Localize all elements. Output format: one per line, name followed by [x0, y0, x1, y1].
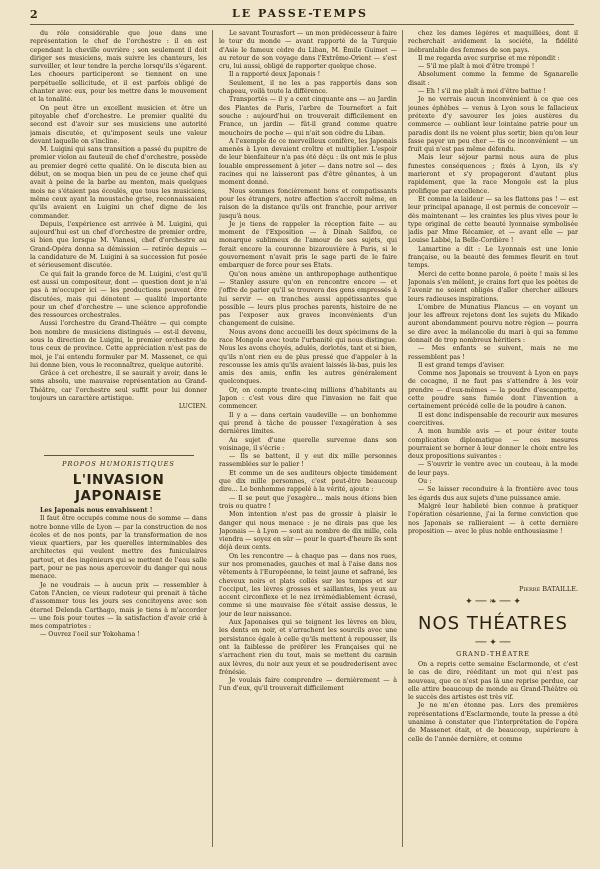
paragraph: — Ouvrez l'oeil sur Yokohama !	[40, 631, 140, 639]
paragraph: Lamartine a dit : Le Lyonnais est une lonie française, ou la beauté des femmes fleurit en tout temps.	[408, 245, 578, 270]
paragraph: — S'ouvrir le ventre avec un couteau, à la mode de leur pays.	[408, 461, 578, 477]
theatres-body	[408, 661, 578, 831]
section-rule	[44, 455, 194, 456]
paragraph: — Mes enfants se suivent, mais ne me ressemblent pas !	[408, 345, 578, 361]
paragraph: Il y a — dans certain vaudeville — un bonhomme qui prend à tâche de pousser l'exagération à ses dernières limites.	[219, 411, 397, 436]
column-2	[219, 30, 397, 860]
paragraph: — Ils se battent, il y eut dix mille personnes rassemblées sur le palier !	[219, 453, 397, 469]
paragraph: Je voulais faire comprendre — dernièrement — à l'un d'eux, qu'il trouverait difficilement	[219, 677, 397, 693]
masthead: LE PASSE-TEMPS	[232, 7, 368, 20]
paragraph: M. Luigini qui sans transition a passé du pupitre de premier violon au fauteuil de chef d'orchestre, possède au premier degré cette qualité. On le discuta bien au début, on se moqua bien un peu de ce jeune chef qui avait à peine de la barbe au menton, mais quelques mois ne s'étaient pas écoulés, que tous les musiciens, même ceux ayant la moustache grise, reconnaissaient qu'ils avaient en Luigini un chef digne de les commander.	[30, 146, 207, 220]
column-divider	[402, 30, 403, 847]
article-headline: L'INVASION JAPONAISE	[72, 472, 165, 504]
paragraph: Ou :	[418, 478, 432, 486]
article-body	[30, 507, 207, 867]
paragraph: Malgré leur habileté bien connue à pratiquer l'opération césarienne, j'ai la ferme conviction que nos Japonais se rallieraient — à cette dernière proposition — avec le plus noble enthousiasme !	[408, 502, 578, 535]
paragraph: — S'il me plaît à moi d'être trompé !	[418, 63, 535, 71]
paragraph: Je ne m'en étonne pas. Lors des premières représentations d'Esclarmonde, toute la presse a été unanime à constater que l'interprétation de l'opéra de Massenet était, et de beaucoup, supérieure à celle de l'année dernière, et comme	[408, 702, 578, 743]
section-title: NOS THÉATRES	[418, 613, 568, 634]
paragraph: chez les dames légères et maquillées, dont il recherchait avidement la société, la fidélité inébranlable des femmes de son pays.	[408, 30, 578, 54]
ornament-flourish: ✦ ── ❧ ── ✦	[465, 597, 521, 607]
paragraph: Nous sommes foncièrement bons et compatissants pour les étrangers, notre affection s'accroît même, en raison de la distance qu'ils ont franchie, pour arriver jusqu'à nous.	[219, 187, 397, 220]
paragraph: L'ombre de Munatius Plancus — en voyant un jour les affreux rejetons dont les sujets du Mikado auront abondamment pourvu notre région — pourra se dire avec la mélancolie du mari à qui sa femme donnait de trop nombreux héritiers :	[408, 303, 578, 344]
paragraph: — Eh ! s'il me plaît à moi d'être battue !	[418, 88, 546, 96]
theatres-section	[408, 585, 578, 831]
paragraph: Mais leur séjour parmi nous aura de plus funestes conséquences ; fixés à Lyon, ils s'y marieront et s'y propageront d'autant plus rapidement, que la race Mongole est la plus prolifique par excellence.	[408, 154, 578, 195]
header-rule	[30, 24, 574, 25]
paragraph: Depuis, l'expérience est arrivée à M. Luigini, qui aujourd'hui est un chef d'orchestre de premier ordre, si bien que lorsque M. Vianesi, chef d'orchestre au Grand-Opéra donna sa démission — retirée depuis — la candidature de M. Luigini à sa succession fut posée et sérieusement discutée.	[30, 220, 207, 270]
page-number: 2	[30, 8, 38, 21]
article-section	[30, 452, 207, 867]
paragraph: Au sujet d'une querelle survenue dans son voisinage, il s'écrie :	[219, 436, 397, 452]
paragraph: Aussi l'orchestre du Grand-Théâtre — qui compte bon nombre de musiciens distingués — est-il devenu, sous la direction de Luigini, le premier orchestre de tous ceux de province. Cette appréciation n'est pas de moi, je l'ai entendu formuler par M. Massenet, ce qui lui donne bien, vous le reconnaîtrez, quelque autorité.	[30, 320, 207, 369]
section-kicker: PROPOS HUMORISTIQUES	[62, 460, 175, 468]
paragraph: Merci de cette bonne parole, ô poète ! mais si les Japonais s'en mêlent, je crains fort que les poètes de l'avenir ne soient obligés d'aller chercher ailleurs leurs radieuses inspirations.	[408, 270, 578, 303]
paragraph: Il a rapporté deux Japonais !	[229, 71, 321, 79]
paragraph: Il est donc indispensable de recourir aux mesures coercitives.	[408, 411, 578, 427]
paragraph: Ce qui fait la grande force de M. Luigini, c'est qu'il est aussi un compositeur, dont — question dont je n'ai pas à m'occuper ici — les productions peuvent être discutées, mais qui dénotent — qualité importante pour un chef d'orchestre — une science approfondie des ressources orchestrales.	[30, 270, 207, 320]
paragraph: Grâce à cet orchestre, il se saurait y avoir, dans le sens absolu, une mauvaise représentation au Grand-Théâtre, car l'orchestre seul suffit pour lui donner toujours un caractère artistique.	[30, 370, 207, 403]
paragraph: A l'exemple de ce merveilleux conifère, les Japonais amenés à Lyon devaient croître et multiplier. L'espoir de leur bienfaiteur n'a pas été déçu : ils ont mis le plus louable empressement à jeter — dans notre sol — des racines qui ne laisseront pas d'être gênantes, à un moment donné.	[219, 137, 397, 187]
paragraph: Il faut être occupés comme nous de somme — dans notre bonne ville de Lyon — par la construction de nos écoles et de nos ponts, par la transformation de nos vieux quartiers, par les querelles interminables des architectes qui veulent mettre des funiculaires partout, et des ingénieurs qui se mettent de l'eau salle part, pour ne pas nous apercevoir du danger qui nous menace.	[30, 515, 207, 581]
paragraph: Je je tiens de rappeler la réception faite — au moment de l'Exposition — à Dinah Salifou, ce monarque sublimeux de l'amour de ses sujets, qui ferait encore la couronne bizarouvière à Paris, si le gouvernement n'avait pris le sage parti de le faire embarquer de force pour ses États.	[219, 220, 397, 270]
signature: LUCIEN.	[178, 403, 207, 411]
column-divider	[212, 30, 213, 847]
paragraph: Il me regarda avec surprise et me répondit :	[418, 54, 560, 62]
section-subtitle: GRAND-THÉATRE	[456, 650, 530, 658]
paragraph: Comme nos Japonais se trouvent à Lyon en pays de cocagne, il ne faut pas s'attendre à les voir prendre — d'eux-mêmes — la poudre d'escampette, cette poudre sans fumée dont l'invention a certainement précédé celle de la poudre à canon.	[408, 370, 578, 411]
paragraph: Le savant Tourasfort — un mon prédécesseur à faire le tour du monde — avant rapporté de la Turquie d'Asie le fameux cèdre du Liban, M. Émile Guimet — au retour de son voyage dans l'Extrême-Orient — s'est cru, lui aussi, obligé de rapporter quelque chose.	[219, 30, 397, 71]
paragraph: — Il se peut que j'exagère... mais nous étions bien trois ou quatre !	[219, 494, 397, 510]
ornament-flourish: ── ✦ ──	[475, 638, 511, 648]
paragraph: Et comme un de ses auditeurs objecte timidement que dix mille personnes, c'est peut-être beaucoup dire... Le bonhomme rappelé à la vérité, ajoute :	[219, 469, 397, 494]
paragraph: On a repris cette semaine Esclarmonde, et c'est le cas de dire, rééditant un mot qui n'est pas nouveau, que ce n'est pas là une reprise perdue, car elle attire beaucoup de monde au Grand-Théâtre où le succès des artistes est très vif.	[408, 661, 578, 702]
paragraph: A mon humble avis — et pour éviter toute complication diplomatique — ces mesures pourraient se borner à leur donner le choix entre les deux propositions suivantes :	[408, 428, 578, 461]
paragraph: Nous avons donc accueilli les deux spécimens de la race Mongole avec toute l'urbanité qui nous distingue. Nous les avons choyés, adulés, dorlotés, tant et si bien, qu'ils n'ont rien eu de plus pressé que d'appeler à la rescousse les amis qu'ils avaient laissés là-bas, puis les amis des amis, enfin les autres généralement quelconques.	[219, 328, 397, 386]
paragraph: Et comme la laideur — sa les flattons pas ! — est leur principal apanage, il est permis de concevoir — dès maintenant — les craintes les plus vives pour le type original de cette beauté lyonnaise symbolisée jadis par Mme Récamier, et — avant elle — par Louise Labbé, la Belle-Cordière !	[408, 195, 578, 245]
paragraph: Je ne verrais aucun inconvénient à ce que ces jeunes éphèbes — venus à Lyon sous le fallacieux prétexte d'y savourer les joies austères du commerce — oubliant leur lointaine patrie pour un paradis dont ils ne voient plus sortir, bien qu'on leur fasse payer un peu cher — tis ce inconvénient — un fruit qui n'est pas même défendu.	[408, 96, 578, 154]
column-1	[30, 30, 207, 448]
paragraph: Absolument comme la femme de Sganarelle disait :	[408, 71, 578, 87]
paragraph: Les Japonais nous envahissent !	[40, 507, 153, 514]
paragraph: Seulement, il ne les a pas rapportés dans son chapeau, voilà toute la différence.	[219, 79, 397, 96]
paragraph: On peut être un excellent musicien et être un pitoyable chef d'orchestre. Le premier qualité du second est d'avoir sur ses musiciens une autorité jamais discutée, et qu'imposent seuls une valeur devant laquelle on s'incline.	[30, 104, 207, 145]
paragraph: — Se laisser reconduire à la frontière avec tous les égards dus aux sujets d'une puissance amie.	[408, 486, 578, 502]
paragraph: On les rencontre — à chaque pas — dans nos rues, sur nos promenades, gauches et mal à l'aise dans nos vêtements à l'Européenne, le teint jaune et safrané, les cheveux noirs et plats collés sur les tempes et sur l'occiput, les lèvres grosses et saillantes, les yeux au accent circonflexe et le nez irrémédiablement écrasé, comme si une mauvaise fée s'était assise dessus, le jour de leur naissance.	[219, 552, 397, 618]
column-3	[408, 30, 578, 575]
paragraph: Aux Japonaises qui se teignent les lèvres en bleu, les dents en noir, et s'arrachent les sourcils avec une persistance égale à celle qu'ils mettent à repousser, ils ont la faiblesse de préférer les Françaises qui ne s'arrachent rien du tout, mais se mettent du carmin aux lèvres, du noir aux yeux et se poudrederisent avec frénésie.	[219, 619, 397, 676]
signature: Pierre BATAILLE.	[518, 585, 578, 593]
paragraph: Mon intention n'est pas de grossir à plaisir le danger qui nous menace : je ne dirais pas que les Japonais — à Lyon — sont au nombre de dix mille, cela viendra — soyez en sûr — pour le quart-d'heure ils sont déjà deux cents.	[219, 511, 397, 552]
paragraph: du rôle considérable que joue dans une représentation le chef de l'orchestre : il en est cependant la cheville ouvrière ; son seulement il doit diriger ses musiciens, mais suivre les chanteurs, les surveiller, et leur tendre la perche lorsqu'ils s'égarent. Les choeurs participeront se tiennent en une perpétuelle sollicitude, et il est parfois obligé de chanter avec eux, pour les mettre dans le mouvement et la tonalité.	[30, 30, 207, 104]
paragraph: Or, on compte trente-cinq millions d'habitants au Japon : c'est vous dire que l'invasion ne fait que commencer.	[219, 386, 397, 411]
paragraph: Il est grand temps d'aviser.	[418, 361, 505, 369]
paragraph: Qu'on nous amène un anthropophage authentique — Stanley assure qu'on en rencontre encore — et j'offre de parier qu'il se trouvera des gens empressés à lui servir — en tranches aussi appétissantes que possible — leurs plus proches parents, histoire de ne pas l'exposer aux graves inconvénients d'un changement de cuisine.	[219, 270, 397, 328]
paragraph: Je ne voudrais — à aucun prix — ressembler à Caton l'Ancien, ce vieux radoteur qui prenait à tâche d'assommer tous les jours ses concitoyens avec son éternel Delenda Carthago, mais je tiens à m'accorder — une fois pour toutes — la satisfaction d'avoir crié à mes compatriotes :	[30, 581, 207, 631]
paragraph: Transportés — il y a cent cinquante ans — au Jardin des Plantes de Paris, l'arbre de Tournefort a fait souche : aujourd'hui on trouverait difficilement en France, un jardin — fût-il grand comme quatre mouchoirs de poche — qui n'ait son cèdre du Liban.	[219, 96, 397, 137]
